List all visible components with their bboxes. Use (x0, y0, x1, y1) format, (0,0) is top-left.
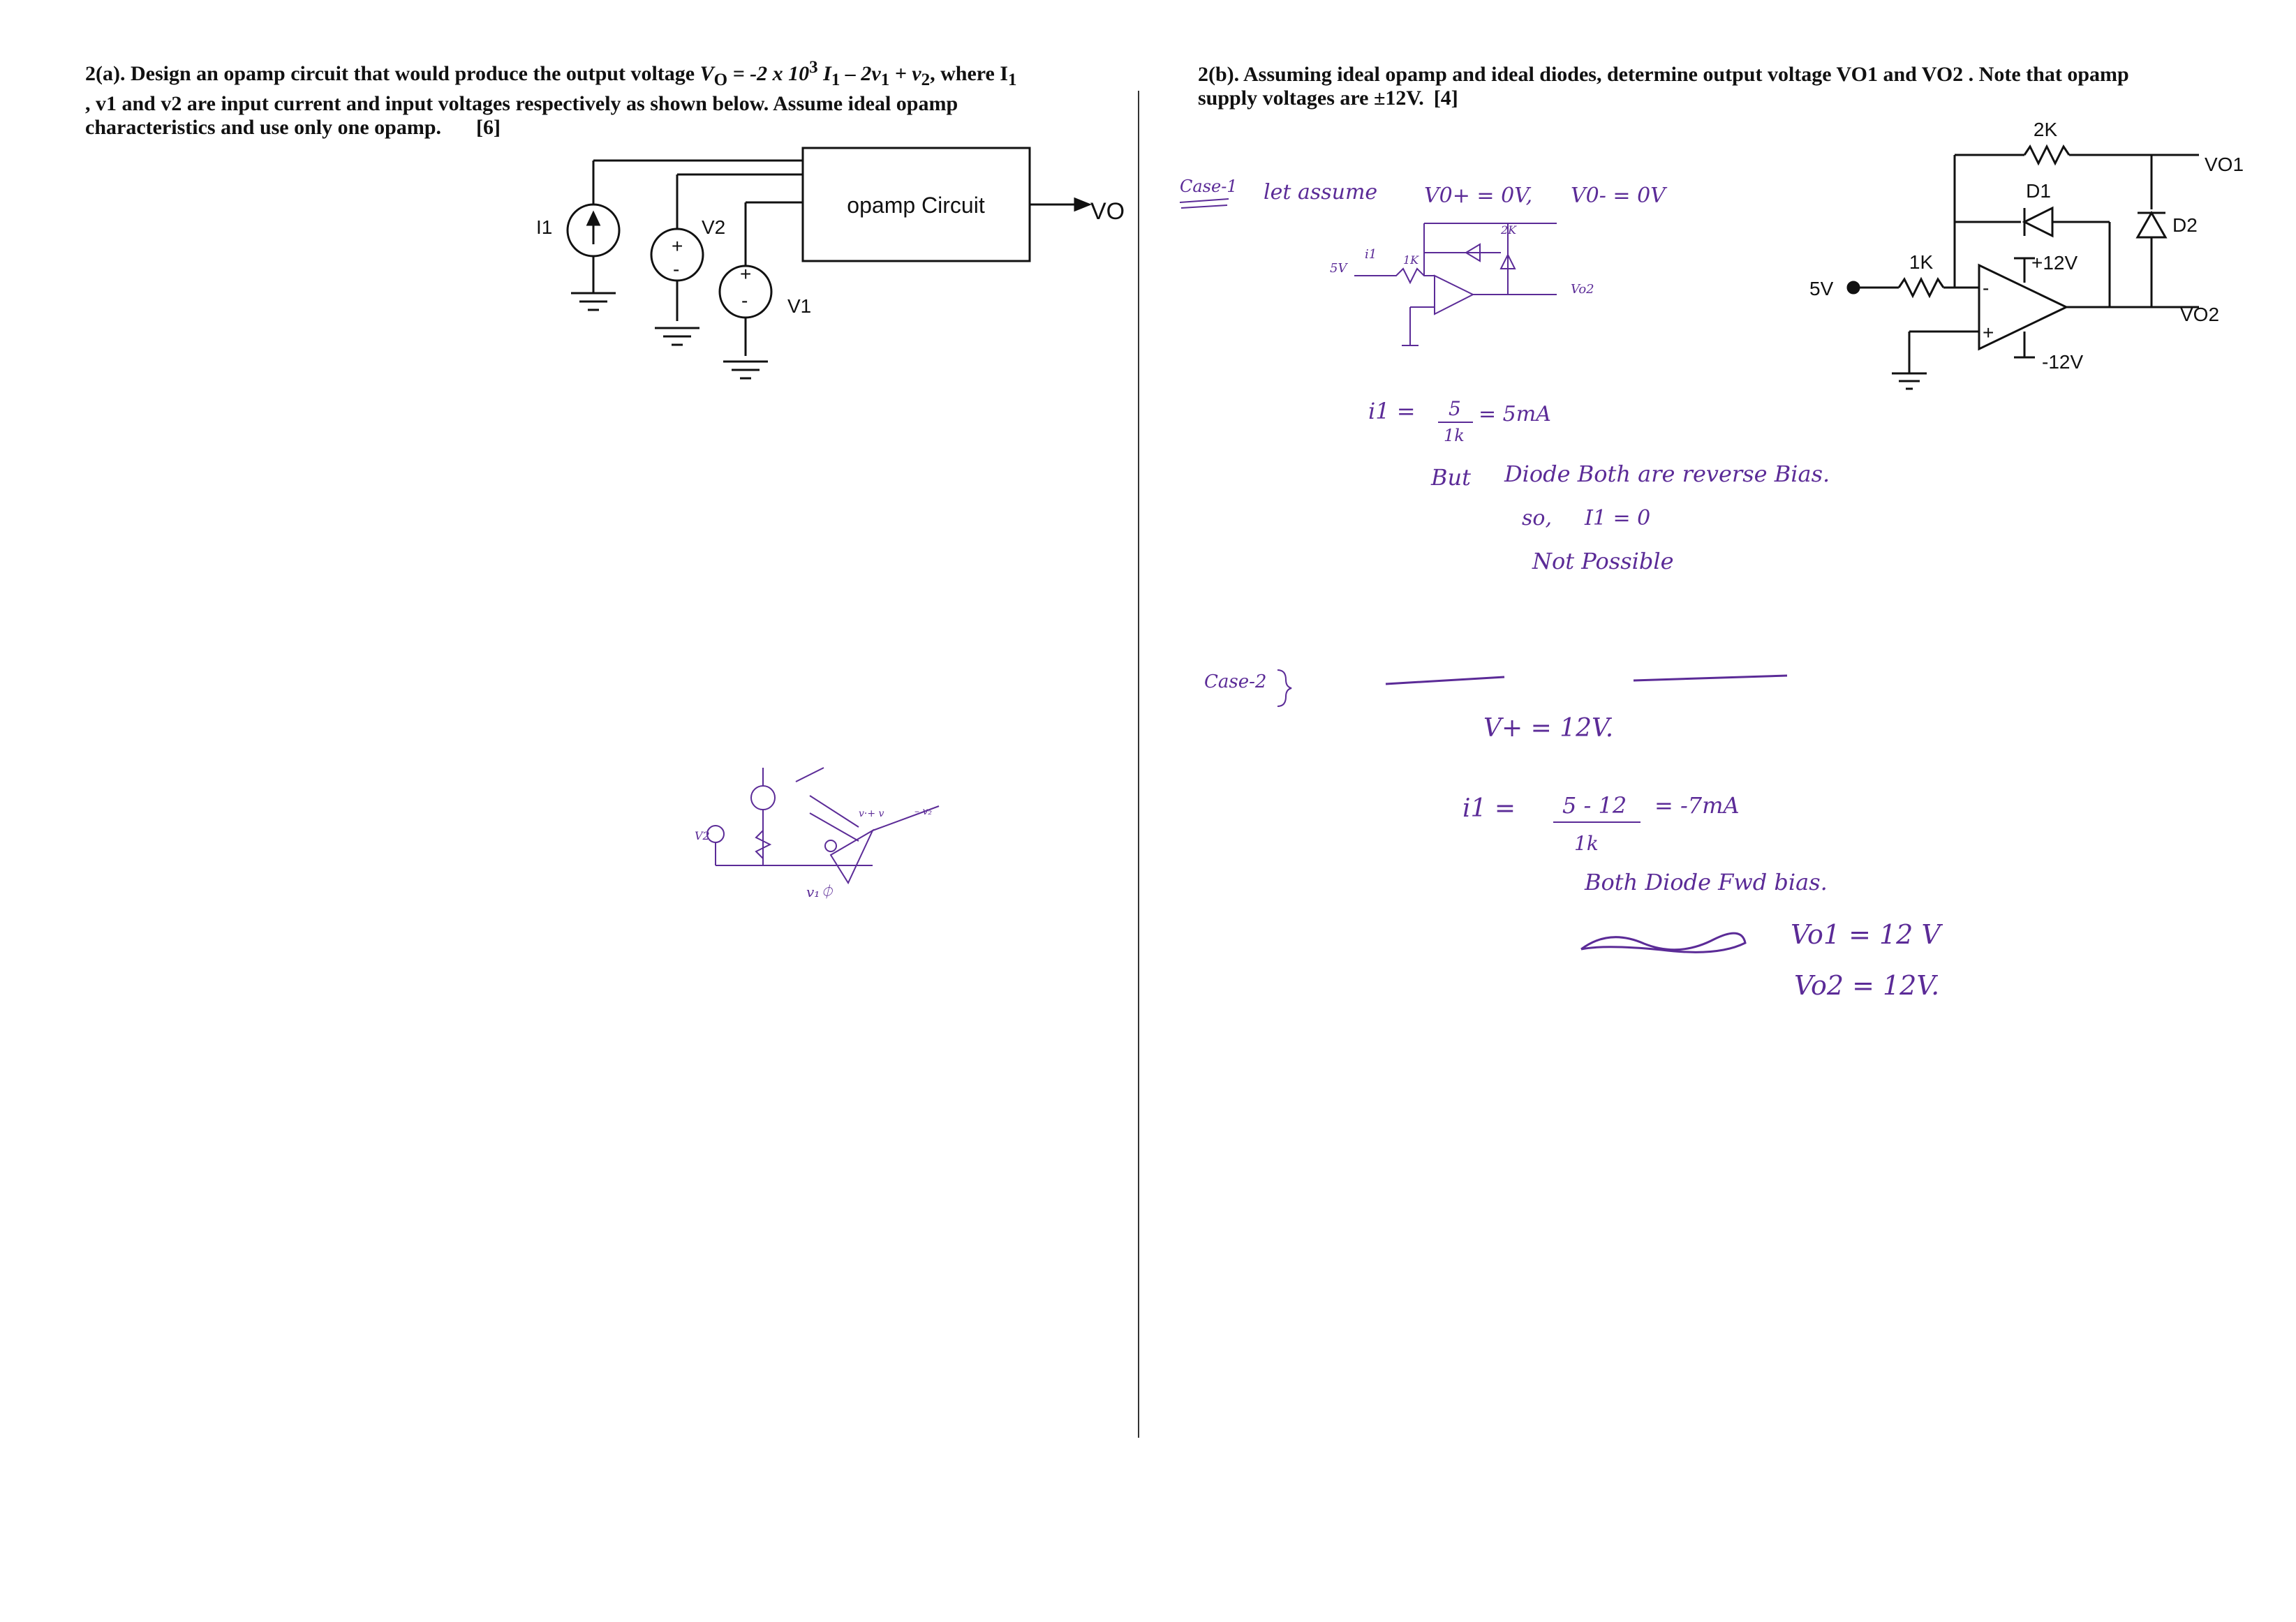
hw-fwd-bias: Both Diode Fwd bias. (1585, 869, 1828, 895)
hw-sketch-2a (695, 768, 939, 900)
svg-text:1K: 1K (1403, 253, 1419, 267)
hw-vplus12: V+ = 12V. (1483, 714, 1614, 743)
hw-i1-eq: i1 = (1368, 398, 1416, 424)
label-2k: 2K (2033, 119, 2058, 140)
label-5v: 5V (1809, 278, 1834, 299)
hw-not-possible: Not Possible (1532, 548, 1674, 574)
label-vo: VO (1090, 198, 1125, 225)
hw-frac-den: 1k (1444, 426, 1465, 445)
label-vpos: +12V (2031, 252, 2078, 274)
opamp-box-label: opamp Circuit (847, 193, 985, 218)
q2a-line1: 2(a). Design an opamp circuit that would produce the output voltage $V_O = -2$ x $10^3$ $I_1 - 2v_1 + v_2$, where $I_1$ (85, 58, 1017, 89)
v2-minus: - (673, 258, 680, 280)
label-vo1: VO1 (2205, 154, 2244, 175)
handwritten-work (695, 177, 1943, 1001)
q2b-line1: 2(b). Assuming ideal opamp and ideal diodes, determine output voltage VO1 and VO2 . Note that opamp (1198, 63, 2129, 86)
ground-v1 (723, 362, 768, 378)
label-1k: 1K (1909, 251, 1934, 273)
ground-v2 (655, 328, 699, 345)
label-d1: D1 (2026, 180, 2051, 202)
opamp-minus: - (1983, 277, 1990, 299)
circuit-b (1848, 147, 2199, 389)
diode-d1 (2024, 208, 2052, 236)
label-vneg: -12V (2042, 351, 2084, 373)
v1-minus: - (741, 290, 748, 311)
circuit-a-labels (536, 193, 1125, 317)
hw-but: But (1431, 464, 1471, 491)
hw-vplus0: V0+ = 0V, (1424, 184, 1533, 208)
label-vo2: VO2 (2180, 304, 2220, 325)
q2a-line3: characteristics and use only one opamp. [6] (85, 116, 501, 139)
svg-text:v₁⏀: v₁⏀ (806, 884, 834, 900)
hw-sketch-case1 (1330, 223, 1594, 345)
v2-plus: + (672, 235, 683, 257)
circuit-a (568, 148, 1089, 378)
hw-result2: = -7mA (1654, 792, 1740, 819)
svg-text:v·+ v: v·+ v (859, 808, 884, 819)
diode-d2 (2138, 213, 2165, 237)
hw-result1: = 5mA (1479, 402, 1551, 426)
resistor-1k (1899, 279, 1943, 296)
hw-frac2-den: 1k (1574, 832, 1599, 855)
hw-case1: Case-1 (1180, 177, 1238, 196)
label-v2: V2 (702, 216, 726, 238)
hw-i1zero: I1 = 0 (1585, 506, 1651, 530)
hw-so: so, (1522, 506, 1552, 530)
ground-i1 (571, 293, 616, 310)
q2a-line2: , v1 and v2 are input current and input voltages respectively as shown below. Assume ideal opamp (85, 92, 958, 115)
hw-frac-num: 5 (1449, 397, 1461, 420)
label-i1: I1 (536, 216, 553, 238)
label-v1: V1 (787, 295, 812, 317)
circuit-b-labels (1809, 119, 2244, 373)
svg-text:V2: V2 (695, 829, 710, 842)
svg-text:Vo2: Vo2 (1571, 282, 1594, 297)
hw-vminus0: V0- = 0V (1571, 184, 1666, 208)
hw-case2: Case-2 (1204, 671, 1267, 692)
svg-text:i1: i1 (1365, 247, 1377, 262)
svg-text:– v₂: – v₂ (914, 806, 932, 817)
hw-frac2-num: 5 - 12 (1562, 792, 1627, 819)
hw-diode-both: Diode Both are reverse Bias. (1504, 461, 1830, 487)
hw-i1-eq2: i1 = (1462, 794, 1516, 823)
hw-vo2-result: Vo2 = 12V. (1794, 970, 1940, 1001)
opamp-plus: + (1983, 322, 1994, 343)
q2b-line2: supply voltages are ±12V. [4] (1198, 87, 1458, 110)
svg-text:2K: 2K (1501, 223, 1517, 237)
v1-plus: + (740, 263, 752, 285)
label-d2: D2 (2172, 214, 2198, 236)
hw-let-assume: let assume (1264, 180, 1378, 204)
hw-vo1-result: Vo1 = 12 V (1791, 919, 1941, 950)
svg-text:5V: 5V (1330, 261, 1347, 276)
resistor-2k (2024, 147, 2069, 163)
